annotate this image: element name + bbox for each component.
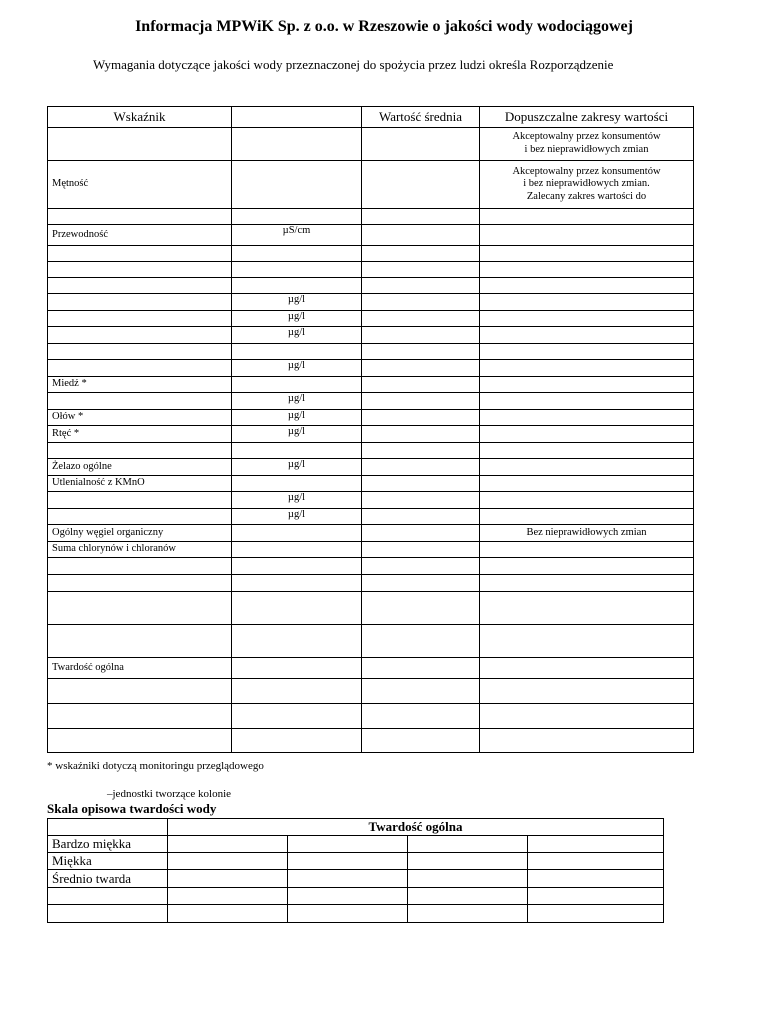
cell-range (480, 575, 694, 592)
water-quality-table (47, 106, 694, 753)
table-row (48, 209, 694, 225)
hardness-value-cell (408, 836, 528, 853)
table-header-row (48, 107, 694, 128)
cell-indicator (48, 393, 232, 410)
header-indicator: Wskaźnik (48, 107, 232, 128)
hardness-value-cell (168, 836, 288, 853)
cell-unit (232, 558, 362, 575)
hardness-value-cell (528, 888, 664, 905)
cell-unit: µg/l (232, 426, 362, 443)
table-row (48, 459, 694, 476)
cell-unit: µg/l (232, 294, 362, 311)
cell-average (362, 278, 480, 294)
cell-unit (232, 679, 362, 704)
cell-indicator (48, 729, 232, 753)
table-row (48, 679, 694, 704)
cell-average (362, 225, 480, 246)
cell-indicator (48, 327, 232, 344)
cell-range (480, 209, 694, 225)
cell-average (362, 492, 480, 509)
cell-indicator: Ogólny węgiel organiczny (48, 525, 232, 542)
cell-indicator: Żelazo ogólne (48, 459, 232, 476)
cell-average (362, 209, 480, 225)
table-row (48, 492, 694, 509)
cell-range (480, 410, 694, 426)
cell-range (480, 246, 694, 262)
table-row (48, 410, 694, 426)
cell-range: Akceptowalny przez konsumentów i bez nieprawidłowych zmian (480, 128, 694, 161)
cell-average (362, 459, 480, 476)
cell-average (362, 426, 480, 443)
hardness-category (48, 888, 168, 905)
cell-unit: µg/l (232, 311, 362, 327)
cell-range (480, 704, 694, 729)
cell-average (362, 704, 480, 729)
table-row (48, 704, 694, 729)
hardness-value-cell (168, 888, 288, 905)
cell-unit: µg/l (232, 459, 362, 476)
cell-average (362, 443, 480, 459)
hardness-category (48, 905, 168, 923)
hardness-category: Miękka (48, 853, 168, 870)
hardness-scale-table (47, 818, 664, 923)
table-row (48, 327, 694, 344)
cell-unit (232, 377, 362, 393)
hardness-value-cell (288, 905, 408, 923)
cell-average (362, 360, 480, 377)
hardness-value-cell (408, 870, 528, 888)
table-row (48, 426, 694, 443)
cell-indicator: Utlenialność z KMnO (48, 476, 232, 492)
cell-unit (232, 729, 362, 753)
document-subtitle: Wymagania dotyczące jakości wody przeznaczonej do spożycia przez ludzi określa Rozporządzenie (93, 57, 614, 72)
cell-indicator: Rtęć * (48, 426, 232, 443)
table-row (48, 509, 694, 525)
cell-indicator (48, 558, 232, 575)
cell-range (480, 509, 694, 525)
table-row (48, 360, 694, 377)
cell-unit (232, 704, 362, 729)
cell-average (362, 542, 480, 558)
hardness-category: Średnio twarda (48, 870, 168, 888)
cell-unit (232, 128, 362, 161)
cell-range (480, 443, 694, 459)
cell-unit (232, 246, 362, 262)
cell-indicator (48, 679, 232, 704)
cell-unit (232, 443, 362, 459)
cell-average (362, 476, 480, 492)
cell-average (362, 729, 480, 753)
cell-unit (232, 278, 362, 294)
document-title: Informacja MPWiK Sp. z o.o. w Rzeszowie o jakości wody wodociągowej (135, 18, 633, 35)
header-unit (232, 107, 362, 128)
table-row (48, 128, 694, 161)
hardness-value-cell (528, 905, 664, 923)
cell-average (362, 525, 480, 542)
cell-indicator (48, 209, 232, 225)
cell-unit (232, 575, 362, 592)
hardness-value-cell (168, 870, 288, 888)
cell-range (480, 558, 694, 575)
cell-range (480, 542, 694, 558)
cell-indicator (48, 278, 232, 294)
cell-average (362, 327, 480, 344)
cell-average (362, 575, 480, 592)
cell-average (362, 393, 480, 410)
cell-average (362, 344, 480, 360)
cell-indicator (48, 443, 232, 459)
cell-average (362, 128, 480, 161)
cell-range (480, 393, 694, 410)
cell-average (362, 410, 480, 426)
hardness-row (48, 888, 664, 905)
cell-range (480, 344, 694, 360)
cell-unit (232, 658, 362, 679)
hardness-header: Twardość ogólna (168, 819, 664, 836)
hardness-category: Bardzo miękka (48, 836, 168, 853)
hardness-value-cell (408, 905, 528, 923)
cell-range (480, 377, 694, 393)
cell-range (480, 360, 694, 377)
cell-range (480, 426, 694, 443)
header-average: Wartość średnia (362, 107, 480, 128)
table-row (48, 344, 694, 360)
cell-unit: µg/l (232, 492, 362, 509)
cell-indicator (48, 625, 232, 658)
cell-unit: µg/l (232, 410, 362, 426)
cell-range: Akceptowalny przez konsumentów i bez nieprawidłowych zmian. Zalecany zakres wartości do (480, 161, 694, 209)
hardness-value-cell (288, 853, 408, 870)
hardness-section-title: Skala opisowa twardości wody (47, 801, 217, 816)
cell-indicator (48, 344, 232, 360)
cell-indicator: Ołów * (48, 410, 232, 426)
table-row (48, 161, 694, 209)
hardness-value-cell (408, 853, 528, 870)
cell-range (480, 592, 694, 625)
table-row (48, 525, 694, 542)
cell-indicator (48, 492, 232, 509)
cell-average (362, 658, 480, 679)
table-row (48, 262, 694, 278)
cell-unit (232, 592, 362, 625)
cell-range (480, 658, 694, 679)
cell-indicator (48, 128, 232, 161)
table-row (48, 278, 694, 294)
cell-unit (232, 344, 362, 360)
hardness-row (48, 853, 664, 870)
header-allowed-range: Dopuszczalne zakresy wartości (480, 107, 694, 128)
cell-unit: µg/l (232, 360, 362, 377)
cell-range (480, 679, 694, 704)
cell-indicator: Mętność (48, 161, 232, 209)
cell-range (480, 311, 694, 327)
hardness-value-cell (168, 853, 288, 870)
cell-indicator: Przewodność (48, 225, 232, 246)
cell-average (362, 592, 480, 625)
table-row (48, 246, 694, 262)
cell-indicator (48, 311, 232, 327)
hardness-value-cell (288, 870, 408, 888)
cell-range (480, 459, 694, 476)
hardness-value-cell (528, 853, 664, 870)
hardness-value-cell (288, 836, 408, 853)
cell-average (362, 294, 480, 311)
cell-indicator (48, 262, 232, 278)
cell-unit (232, 525, 362, 542)
cell-unit: µg/l (232, 509, 362, 525)
cell-average (362, 161, 480, 209)
hardness-header-row (48, 819, 664, 836)
cell-unit (232, 542, 362, 558)
cell-indicator (48, 704, 232, 729)
cell-average (362, 558, 480, 575)
hardness-value-cell (168, 905, 288, 923)
table-row (48, 377, 694, 393)
hardness-value-cell (528, 870, 664, 888)
cell-range (480, 225, 694, 246)
table-row (48, 575, 694, 592)
cell-range (480, 729, 694, 753)
footnote-star: * wskaźniki dotyczą monitoringu przeglądowego (47, 760, 264, 772)
table-row (48, 476, 694, 492)
table-row (48, 311, 694, 327)
cell-average (362, 625, 480, 658)
cell-range (480, 294, 694, 311)
cell-indicator (48, 294, 232, 311)
cell-indicator: Twardość ogólna (48, 658, 232, 679)
table-row (48, 443, 694, 459)
hardness-row (48, 836, 664, 853)
cell-unit (232, 262, 362, 278)
cell-indicator (48, 592, 232, 625)
cell-unit (232, 476, 362, 492)
cell-unit: µg/l (232, 393, 362, 410)
cell-unit: µS/cm (232, 225, 362, 246)
table-row (48, 225, 694, 246)
cell-range (480, 625, 694, 658)
cell-unit (232, 625, 362, 658)
cell-indicator: Miedź * (48, 377, 232, 393)
cell-range (480, 327, 694, 344)
cell-average (362, 679, 480, 704)
table-row (48, 592, 694, 625)
cell-range (480, 278, 694, 294)
hardness-row (48, 870, 664, 888)
hardness-value-cell (528, 836, 664, 853)
cell-indicator: Suma chlorynów i chloranów (48, 542, 232, 558)
table-row (48, 294, 694, 311)
cell-range (480, 492, 694, 509)
hardness-header-blank (48, 819, 168, 836)
table-row (48, 542, 694, 558)
cell-average (362, 377, 480, 393)
hardness-row (48, 905, 664, 923)
cell-range (480, 262, 694, 278)
table-row (48, 558, 694, 575)
cell-indicator (48, 360, 232, 377)
table-row (48, 729, 694, 753)
cell-indicator (48, 246, 232, 262)
hardness-value-cell (408, 888, 528, 905)
cell-range (480, 476, 694, 492)
table-row (48, 393, 694, 410)
cell-indicator (48, 575, 232, 592)
cell-average (362, 246, 480, 262)
cell-average (362, 509, 480, 525)
footnote-units: –jednostki tworzące kolonie (107, 788, 232, 800)
table-row (48, 625, 694, 658)
cell-average (362, 311, 480, 327)
hardness-value-cell (288, 888, 408, 905)
cell-unit (232, 209, 362, 225)
cell-range: Bez nieprawidłowych zmian (480, 525, 694, 542)
table-row (48, 658, 694, 679)
cell-unit (232, 161, 362, 209)
cell-average (362, 262, 480, 278)
cell-unit: µg/l (232, 327, 362, 344)
cell-indicator (48, 509, 232, 525)
